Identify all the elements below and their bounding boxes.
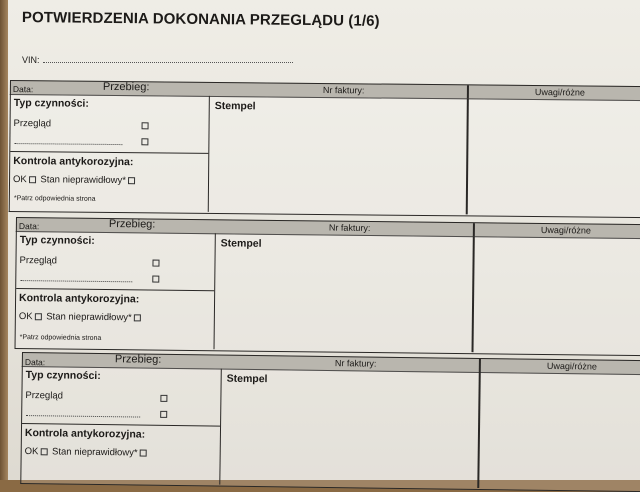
nr-faktury-label: Nr faktury: — [334, 358, 377, 369]
stan-checkbox[interactable] — [140, 450, 147, 457]
block-body — [15, 231, 640, 356]
vin-label: VIN: — [22, 55, 40, 65]
data-label: Data: — [12, 84, 34, 95]
uwagi-label: Uwagi/różne — [540, 224, 591, 236]
activity-panel — [10, 94, 210, 212]
header-divider — [467, 85, 469, 98]
book-spine — [0, 0, 8, 480]
przeglad-label: Przegląd — [25, 390, 63, 402]
column-divider — [477, 372, 480, 488]
activity-type-section — [16, 231, 215, 291]
column-divider — [471, 236, 474, 352]
ok-label: OK — [24, 446, 39, 458]
page-title: POTWIERDZENIA DOKONANIA PRZEGLĄDU (1/6) — [21, 9, 380, 30]
ok-option[interactable] — [13, 174, 137, 186]
stempel-label: Stempel — [214, 99, 256, 113]
activity-type-section — [22, 366, 221, 427]
block-body — [9, 94, 640, 218]
data-label: Data: — [18, 221, 40, 232]
other-activity-checkbox[interactable] — [152, 276, 159, 283]
stan-checkbox[interactable] — [128, 177, 135, 184]
przebieg-label: Przebieg: — [102, 80, 150, 94]
ok-option[interactable] — [19, 311, 143, 323]
kontrola-label: Kontrola antykorozyjna: — [19, 292, 140, 306]
stan-checkbox[interactable] — [134, 314, 141, 321]
block-body — [20, 366, 640, 492]
activity-panel — [16, 231, 216, 349]
przeglad-checkbox[interactable] — [160, 395, 167, 402]
other-activity-line[interactable] — [20, 280, 132, 282]
other-activity-checkbox[interactable] — [141, 138, 148, 145]
ok-checkbox[interactable] — [40, 448, 47, 455]
activity-type-section — [10, 94, 209, 154]
ok-option[interactable] — [25, 446, 149, 459]
data-label: Data: — [24, 357, 46, 368]
ok-label: OK — [12, 174, 27, 186]
note-text: *Patrz odpowiednia strona — [19, 334, 102, 342]
other-activity-checkbox[interactable] — [160, 411, 167, 418]
kontrola-label: Kontrola antykorozyjna: — [13, 155, 134, 169]
typ-czynnosci-label: Typ czynności: — [25, 369, 101, 383]
stan-label: Stan nieprawidłowy* — [51, 446, 138, 459]
stempel-label: Stempel — [226, 372, 268, 386]
inspection-block-1 — [9, 80, 640, 216]
note-text: *Patrz odpowiednia strona — [13, 195, 96, 203]
stan-label: Stan nieprawidłowy* — [40, 174, 127, 187]
uwagi-label: Uwagi/różne — [534, 87, 585, 98]
other-activity-line[interactable] — [14, 143, 122, 145]
typ-czynnosci-label: Typ czynności: — [13, 97, 89, 110]
przeglad-checkbox[interactable] — [152, 260, 159, 267]
inspection-block-2 — [15, 217, 640, 354]
nr-faktury-label: Nr faktury: — [328, 222, 371, 234]
inspection-block-3 — [20, 352, 640, 490]
ok-checkbox[interactable] — [29, 176, 36, 183]
stan-label: Stan nieprawidłowy* — [46, 311, 132, 324]
przeglad-checkbox[interactable] — [142, 122, 149, 129]
przebieg-label: Przebieg: — [108, 218, 156, 231]
header-divider — [479, 359, 481, 372]
przeglad-label: Przegląd — [19, 255, 58, 267]
stempel-label: Stempel — [220, 237, 262, 250]
header-divider — [473, 223, 475, 236]
uwagi-label: Uwagi/różne — [546, 360, 597, 372]
activity-panel — [21, 366, 222, 485]
vin-dotted-line — [43, 62, 293, 63]
vin-field[interactable] — [22, 55, 293, 65]
przebieg-label: Przebieg: — [114, 353, 162, 366]
ok-checkbox[interactable] — [35, 313, 42, 320]
typ-czynnosci-label: Typ czynności: — [19, 234, 95, 247]
other-activity-line[interactable] — [26, 415, 140, 417]
kontrola-label: Kontrola antykorozyjna: — [24, 427, 146, 441]
column-divider — [466, 98, 469, 214]
nr-faktury-label: Nr faktury: — [322, 85, 365, 96]
przeglad-label: Przegląd — [13, 118, 52, 130]
ok-label: OK — [18, 311, 33, 323]
